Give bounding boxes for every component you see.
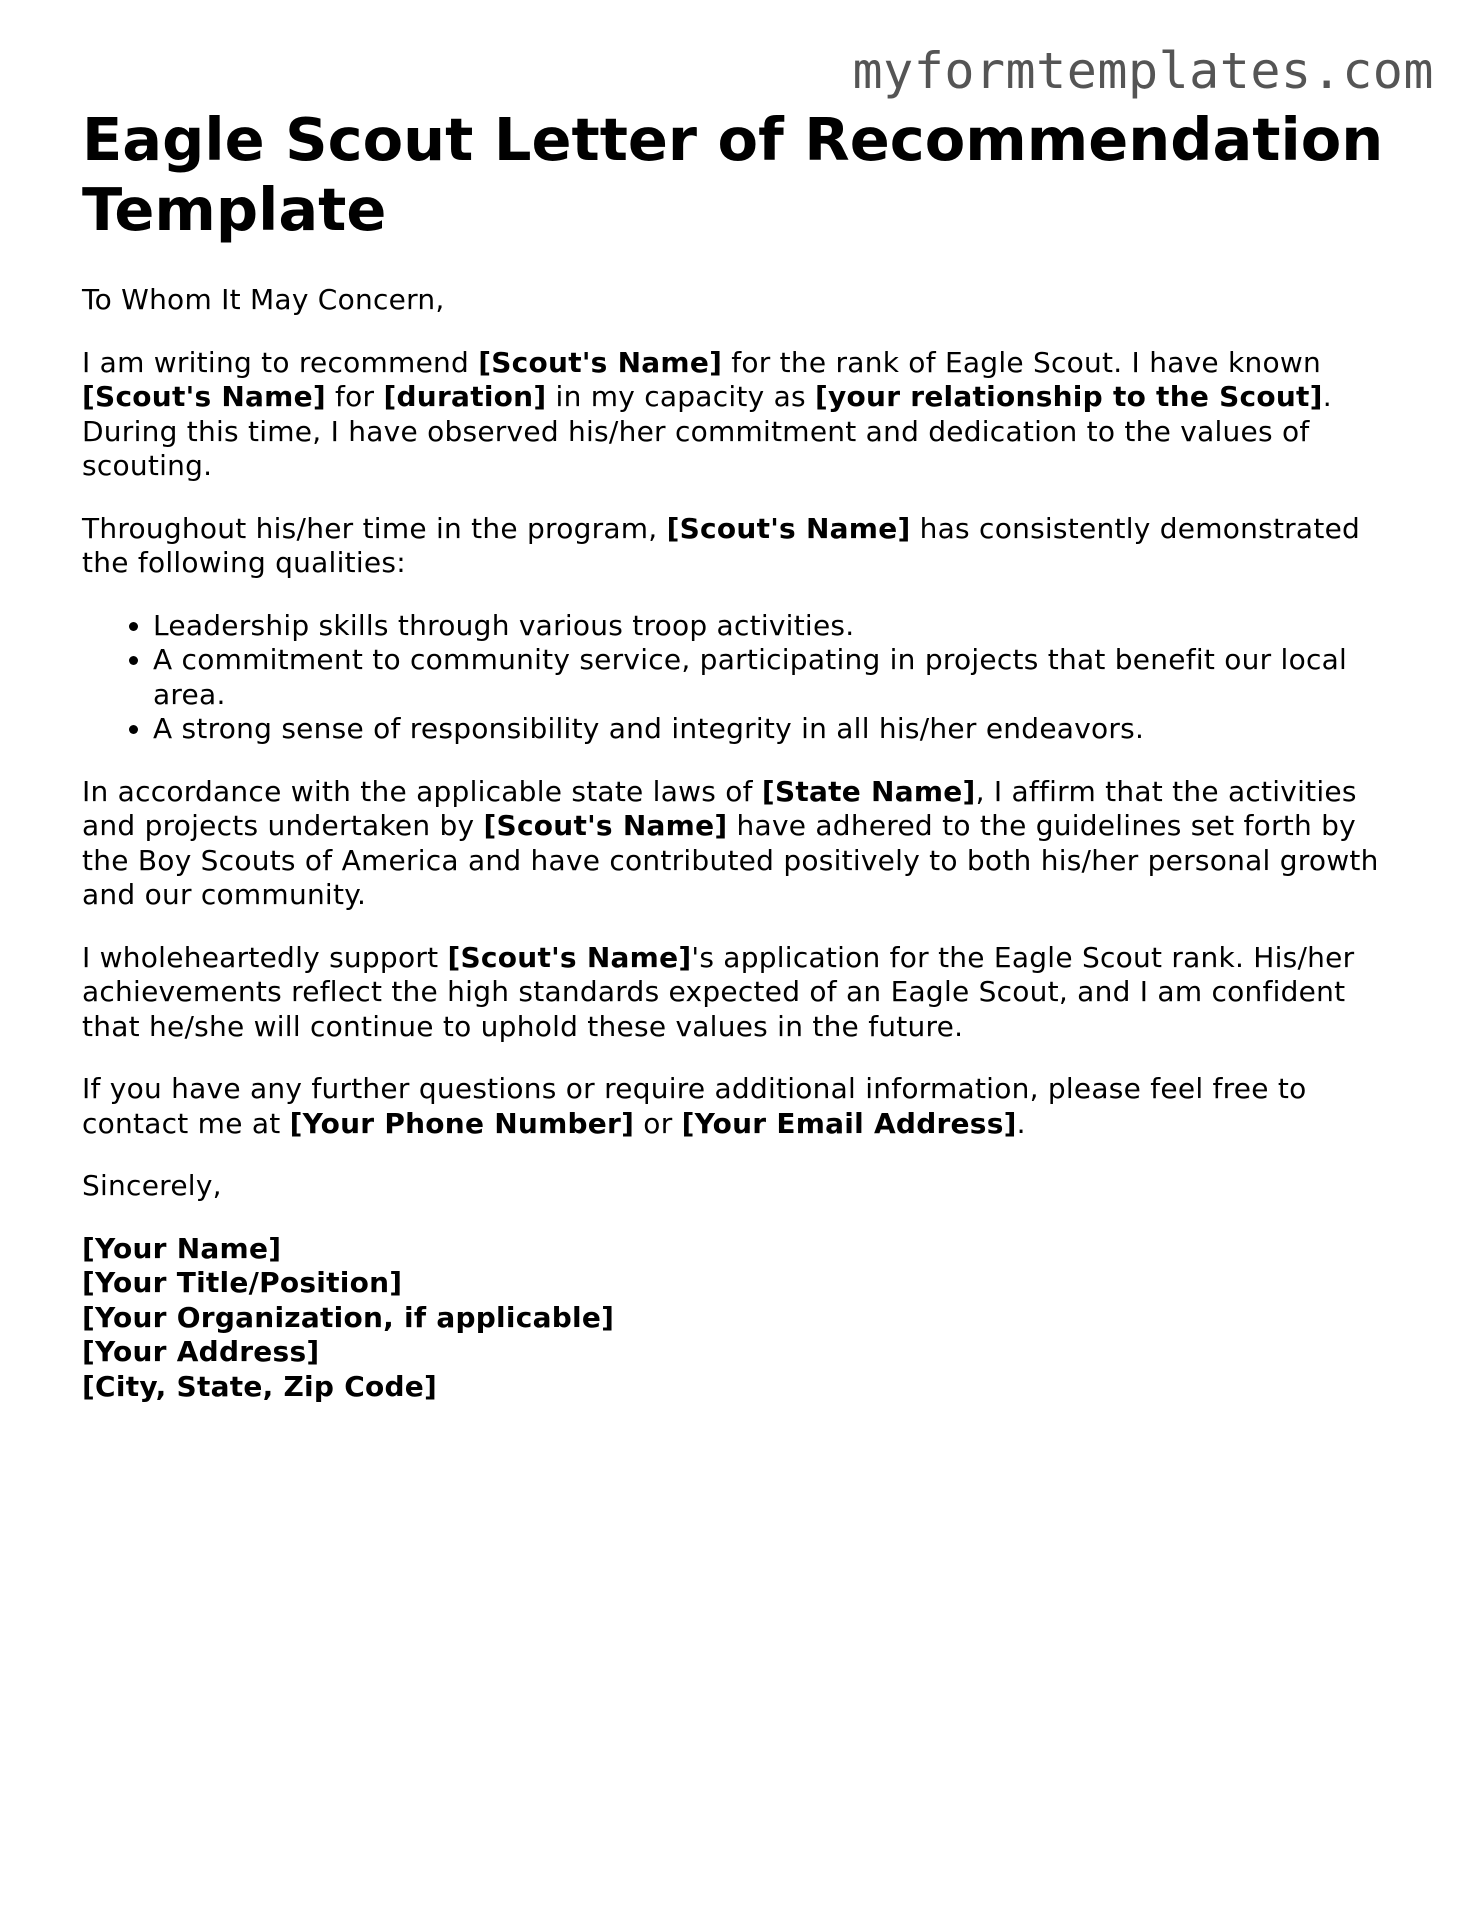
text: 's application for the Eagle Scout rank. His/her achievements reflect the high standards expected of an Eagle Scout, and I am confident that he/she will continue to uphold these values in the future. (82, 940, 1355, 1043)
list-item: • A strong sense of responsibility and integrity in all his/her endeavors. (153, 712, 1402, 747)
text: has consistently demonstrated the following qualities: (82, 511, 1361, 579)
placeholder-email-address: [Your Email Address] (681, 1106, 1017, 1140)
text: for the rank of Eagle Scout. I have known (722, 345, 1322, 379)
list-item: • Leadership skills through various troop activities. (153, 609, 1402, 644)
text: Throughout his/her time in the program, (82, 511, 667, 545)
placeholder-scout-name: [Scout's Name] (666, 511, 911, 545)
signature-title: [Your Title/Position] (82, 1266, 403, 1299)
signature-organization: [Your Organization, if applicable] (82, 1300, 615, 1334)
placeholder-scout-name: [Scout's Name] (447, 940, 692, 974)
placeholder-scout-name: [Scout's Name] (478, 345, 723, 379)
signature-address: [Your Address] (82, 1335, 320, 1368)
text: If you have any further questions or require additional information, please feel free to contact me at (82, 1072, 1307, 1140)
text: . (1016, 1106, 1026, 1140)
placeholder-phone-number: [Your Phone Number] (289, 1106, 635, 1140)
list-item: • A commitment to community service, participating in projects that benefit our local area. (153, 643, 1402, 712)
signature-block (82, 1232, 1402, 1405)
page-title: Eagle Scout Letter of Recommendation Template (82, 105, 1384, 244)
text: have adhered to the guidelines set forth by the Boy Scouts of America and have contributed positively to both his/her personal growth and our community. (82, 809, 1379, 911)
watermark: myformtemplates.com (852, 42, 1434, 100)
text: In accordance with the applicable state laws of (82, 774, 762, 808)
text: or (634, 1106, 682, 1140)
qualities-list (82, 609, 1402, 747)
paragraph-contact (82, 1072, 1402, 1141)
greeting: To Whom It May Concern, (82, 283, 445, 316)
placeholder-scout-name: [Scout's Name] (483, 809, 728, 842)
placeholder-duration: [duration] (383, 380, 547, 413)
text: in my capacity as (546, 380, 815, 413)
paragraph-qualities-intro (82, 512, 1402, 581)
text: , I affirm that the activities and projects undertaken by (82, 774, 1357, 842)
paragraph-state-laws (82, 775, 1402, 913)
paragraph-support (82, 941, 1402, 1045)
text: for (325, 380, 384, 413)
text: I am writing to recommend (82, 345, 479, 379)
placeholder-state-name: [State Name] (761, 774, 976, 808)
signature-city-state-zip: [City, State, Zip Code] (82, 1369, 438, 1403)
paragraph-recommendation (82, 346, 1402, 484)
text: I wholeheartedly support (82, 940, 448, 974)
signature-name: [Your Name] (82, 1231, 282, 1265)
placeholder-relationship: [your relationship to the Scout] (814, 380, 1323, 413)
closing: Sincerely, (82, 1169, 222, 1202)
letter-page (82, 105, 1402, 1404)
text: . During this time, I have observed his/her commitment and dedication to the values of scouting. (82, 380, 1332, 482)
placeholder-scout-name: [Scout's Name] (82, 380, 326, 413)
